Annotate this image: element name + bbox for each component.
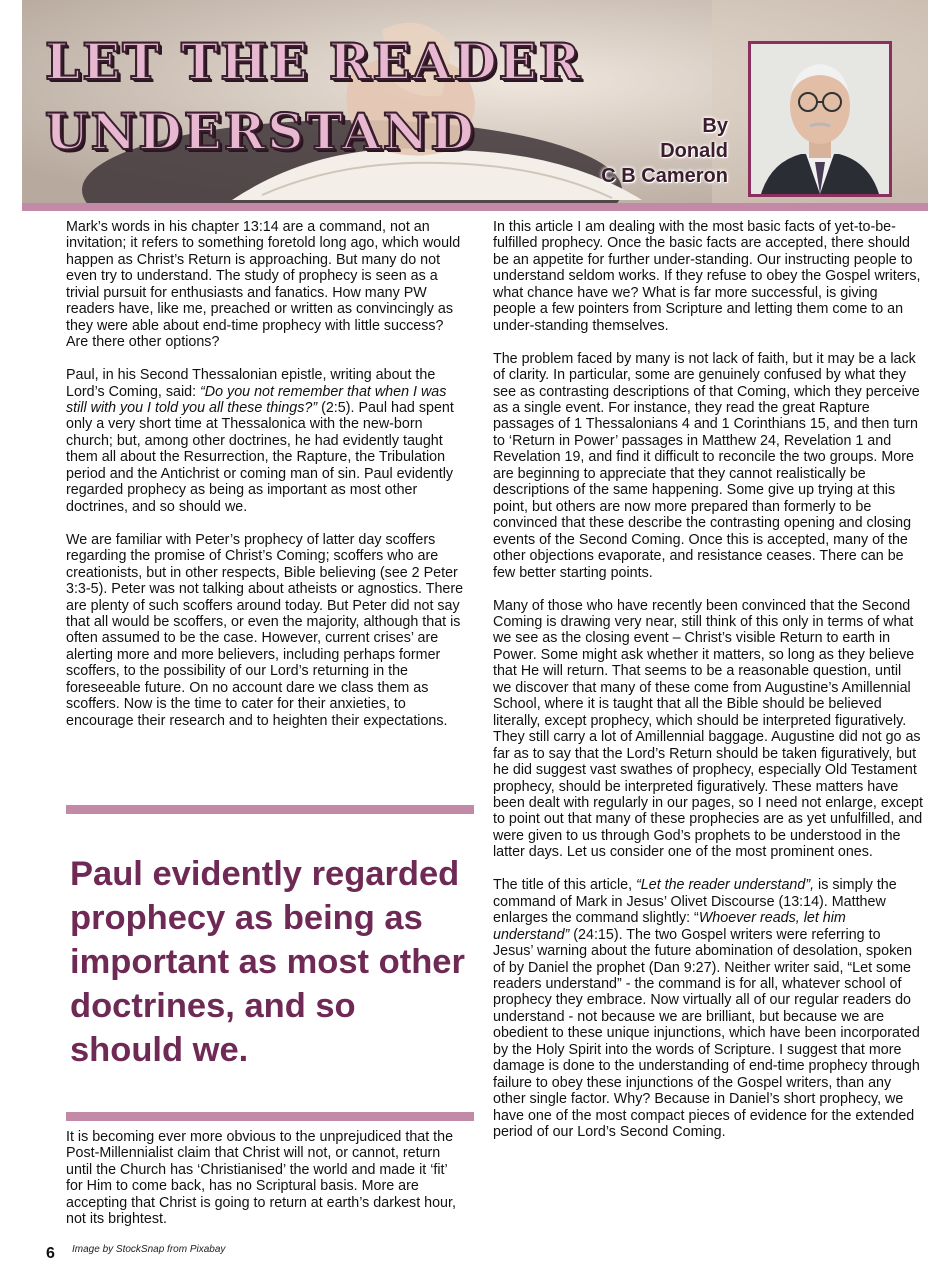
pull-quote-top-rule	[66, 805, 474, 814]
body-paragraph	[66, 532, 466, 729]
body-paragraph	[493, 598, 923, 861]
body-paragraph	[66, 367, 466, 515]
text-run: Mark’s words in his chapter 13:14 are a command, not an invitation; it refers to something foretold long ago, which would happen as Christ’s Return is approaching. But many do not even try to understand. The study of prophecy is seen as a trivial pursuit for enthusiasts and fanatics. How many PW readers have, like me, preached or written as convincingly as they were able about end-time prophecy with little success? Are there other options?	[66, 219, 461, 351]
text-run: It is becoming ever more obvious to the unprejudiced that the Post-Millennialist claim that Christ will not, or cannot, return until the Church has ‘Christianised’ the world and made it ‘fit’ for Him to come back, has no Scriptural basis. More are accepting that Christ is going to return at earth’s darkest hour, not its brightest.	[66, 1129, 456, 1228]
italic-quotation: “Do you not remember that when I was still with you I told you all these things?”	[66, 383, 447, 417]
image-credit: Image by StockSnap from Pixabay	[72, 1244, 226, 1255]
text-run: (24:15). The two Gospel writers were referring to Jesus’ warning about the future abomination of desolation, spoken of by Daniel the prophet (Dan 9:27). Neither writer said, “Let some readers understand” - the command is for all, whatever school of prophecy they embrace. Now virtually all of our regular readers do understand - not because we are brilliant, but because we are obedient to these unique injunctions, which have been incorporated by the Holy Spirit into the words of Scripture. I suggest that more damage is done to the understanding of end-time prophecy through failure to obey these injunctions of the Gospel writers, than any other single factor. Why? Because in Daniel’s short prophecy, we have one of the most compact pieces of evidence for the extended period of our Lord’s Second Coming.	[493, 926, 920, 1141]
left-column	[66, 219, 466, 746]
text-run: In this article I am dealing with the most basic facts of yet-to-be-fulfilled prophecy. Once the basic facts are accepted, there should be an appetite for further under-standing. Our instructing people to understand seldom works. If they refuse to obey the Gospel writers, what chance have we? What is far more successful, is giving people a few pointers from Scripture and letting them come to an under-standing themselves.	[493, 219, 921, 334]
body-paragraph	[493, 877, 923, 1140]
text-run: Paul, in his Second Thessalonian epistle, writing about the Lord’s Coming, said:	[66, 367, 436, 400]
author-portrait-photo	[751, 44, 889, 194]
headline-line-2: UNDERSTAND	[45, 102, 476, 161]
byline-last-name: C B Cameron	[601, 165, 728, 187]
body-paragraph	[66, 1129, 466, 1228]
right-column	[493, 219, 923, 1157]
body-paragraph	[493, 219, 923, 334]
pull-quote: Paul evidently regarded prophecy as being as important as most other doctrines, and so should we.	[70, 855, 465, 1069]
headline-line-1: LET THE READER	[45, 32, 583, 91]
italic-quotation: “Let the reader understand”,	[636, 877, 815, 894]
byline-by: By	[702, 115, 728, 137]
text-run: Many of those who have recently been convinced that the Second Coming is drawing very near, still think of this only in terms of what we see as the closing event – Christ’s visible Return to earth in Power. Some might ask whether it matters, so long as they believe that He will return. That seems to be a reasonable question, until we discover that many of these come from Augustine’s Amillennial School, where it is taught that all the Bible should be believed literally, except prophecy, which should be interpreted figuratively. They still carry a lot of Amillennial baggage. Augustine did not go as far as to say that the Lord’s Return should be taken figuratively, but he did suggest vast swathes of prophecy, especially Old Testament prophecy, should be interpreted figuratively. These matters have been dealt with regularly in our pages, so I need not enlarge, except to point out that many of these prophecies are as yet unfulfilled, and were given to us through God’s prophets to be understood in the latter days. Let us consider one of the most prominent ones.	[493, 597, 923, 861]
text-run: The title of this article,	[493, 877, 637, 894]
byline-first-name: Donald	[660, 140, 728, 162]
text-run: is simply the command of Mark in Jesus’ Olivet Discourse (13:14). Matthew enlarges the command slightly: “	[493, 877, 897, 927]
text-run: We are familiar with Peter’s prophecy of latter day scoffers regarding the promise of Christ’s Coming; scoffers who are creationists, but in other respects, Bible believing (see 2 Peter 3:3-5). Peter was not talking about atheists or agnostics. There are plenty of such scoffers around today. But Peter did not say that all would be scoffers, or even the majority, although that is often assumed to be the case. However, current crises’ are alerting more and more believers, including perhaps former scoffers, to the possibility of our Lord’s returning in the foreseeable future. On no account dare we class them as scoffers. Now is the time to cater for their anxieties, to encourage their research and to heighten their expectations.	[66, 531, 464, 729]
header-accent-strip	[22, 203, 928, 211]
left-column-bottom	[66, 1129, 466, 1244]
body-paragraph	[66, 219, 466, 351]
author-byline	[601, 114, 728, 189]
page-number: 6	[46, 1245, 55, 1262]
text-run: The problem faced by many is not lack of faith, but it may be a lack of clarity. In particular, some are genuinely confused by what they see as contrasting descriptions of that Coming, which they perceive as a single event. For instance, they read the great Rapture passages of 1 Thessalonians 4 and 1 Corinthians 15, and then turn to ‘Return in Power’ passages in Matthew 24, Revelation 1 and Revelation 19, and find it difficult to reconcile the two groups. More are beginning to appreciate that they cannot realistically be descriptions of the same happening. Some give up trying at this point, but others are now more prepared than formerly to be convinced that these describe the contrasting opening and closing events of the Second Coming. Once this is accepted, many of the other objections evaporate, and resistance ceases. There can be few better starting points.	[493, 350, 920, 581]
pull-quote-bottom-rule	[66, 1112, 474, 1121]
text-run: (2:5). Paul had spent only a very short time at Thessalonica with the new-born church; but, among other doctrines, he had evidently taught them all about the Resurrection, the Rapture, the Tribulation period and the Antichrist or coming man of sin. Paul evidently regarded prophecy as being as important as most other doctrines, and so should we.	[66, 400, 454, 515]
author-portrait	[748, 41, 892, 197]
body-paragraph	[493, 351, 923, 581]
italic-quotation: Whoever reads, let him understand”	[493, 910, 846, 943]
